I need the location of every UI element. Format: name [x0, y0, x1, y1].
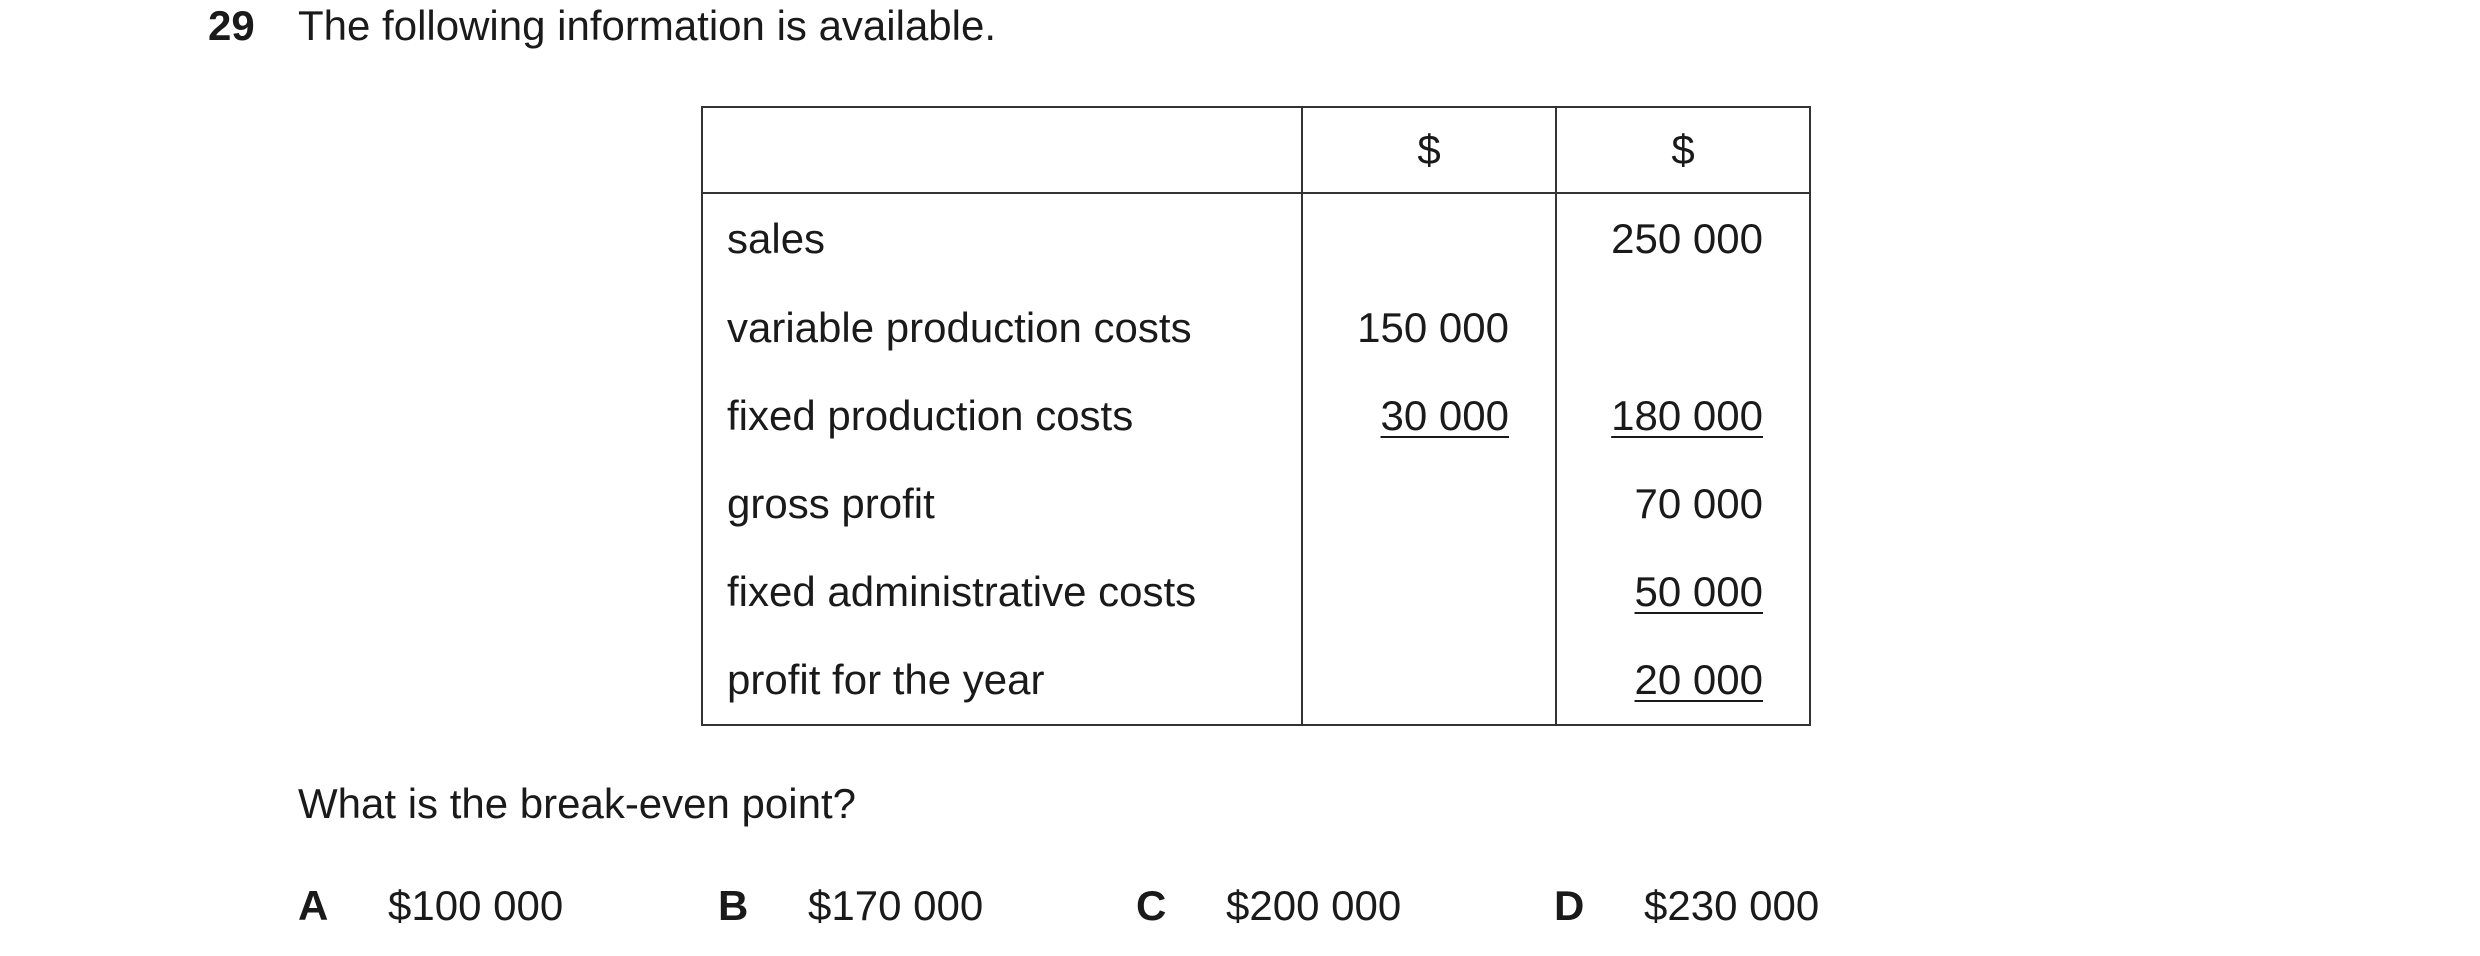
header-currency-1: $	[1302, 107, 1556, 193]
row-value-col2: 250 000	[1556, 193, 1810, 284]
row-label: fixed production costs	[702, 372, 1302, 460]
row-label: sales	[702, 193, 1302, 284]
option-b[interactable]	[718, 880, 983, 932]
row-value-col1	[1302, 636, 1556, 725]
header-label	[702, 107, 1302, 193]
row-value-col2: 70 000	[1556, 460, 1810, 548]
underlined-value: 20 000	[1634, 656, 1763, 703]
row-label: variable production costs	[702, 284, 1302, 372]
row-label: profit for the year	[702, 636, 1302, 725]
option-text: $200 000	[1226, 882, 1402, 929]
question-prompt: What is the break-even point?	[298, 780, 856, 827]
table-row	[702, 460, 1810, 548]
header-currency-2: $	[1556, 107, 1810, 193]
option-letter: C	[1136, 882, 1167, 929]
underlined-value: 30 000	[1380, 392, 1509, 439]
row-label: fixed administrative costs	[702, 548, 1302, 636]
table-row	[702, 284, 1810, 372]
option-a[interactable]	[298, 880, 563, 932]
question-stem: The following information is available.	[298, 2, 997, 49]
row-value-col1	[1302, 193, 1556, 284]
option-d[interactable]	[1554, 880, 1819, 932]
row-value-col1	[1302, 460, 1556, 548]
row-value-col1	[1302, 548, 1556, 636]
option-letter: A	[298, 882, 329, 929]
table-row	[702, 548, 1810, 636]
option-letter: D	[1554, 882, 1585, 929]
financial-table	[701, 106, 1811, 726]
row-value-col2	[1556, 284, 1810, 372]
row-value-col2	[1556, 548, 1810, 636]
question-number: 29	[208, 2, 255, 49]
row-value-col1: 150 000	[1302, 284, 1556, 372]
option-letter: B	[718, 882, 749, 929]
row-label: gross profit	[702, 460, 1302, 548]
table-row	[702, 193, 1810, 284]
option-text: $100 000	[388, 882, 564, 929]
row-value-col2	[1556, 636, 1810, 725]
underlined-value: 180 000	[1611, 392, 1763, 439]
option-text: $170 000	[808, 882, 984, 929]
option-text: $230 000	[1644, 882, 1820, 929]
table-row	[702, 372, 1810, 460]
row-value-col2	[1556, 372, 1810, 460]
option-c[interactable]	[1136, 880, 1401, 932]
table-header-row	[702, 107, 1810, 193]
row-value-col1	[1302, 372, 1556, 460]
table-row	[702, 636, 1810, 725]
underlined-value: 50 000	[1634, 568, 1763, 615]
